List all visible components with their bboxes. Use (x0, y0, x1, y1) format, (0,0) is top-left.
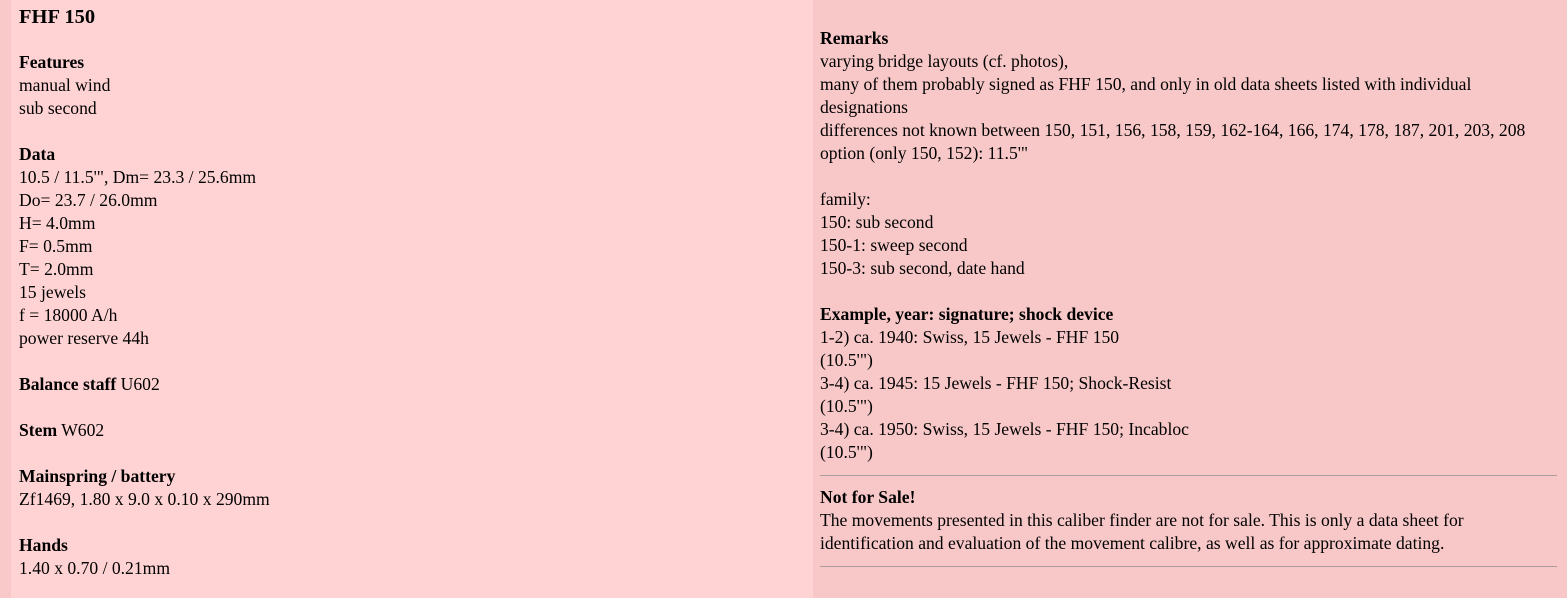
examples-section (820, 303, 1555, 464)
divider (820, 566, 1557, 567)
example-line: 3-4) ca. 1945: 15 Jewels - FHF 150; Shock-Resist (820, 373, 1172, 393)
example-line: 1-2) ca. 1940: Swiss, 15 Jewels - FHF 150 (820, 327, 1120, 347)
not-for-sale-text: The movements presented in this caliber finder are not for sale. This is only a data sheet for identification and evaluation of the movement calibre, as well as for approximate dating. (820, 510, 1464, 553)
remarks-label: Remarks (820, 28, 889, 48)
features-line: manual wind (19, 75, 111, 95)
remarks-line: many of them probably signed as FHF 150, and only in old data sheets listed with individual designations (820, 74, 1472, 117)
family-line: 150-3: sub second, date hand (820, 258, 1025, 278)
data-line: F= 0.5mm (19, 236, 93, 256)
data-line: f = 18000 A/h (19, 305, 118, 325)
example-line: 3-4) ca. 1950: Swiss, 15 Jewels - FHF 150; Incabloc (820, 419, 1189, 439)
features-section (19, 51, 813, 120)
example-line: (10.5'") (820, 442, 873, 462)
hands-section (19, 534, 813, 580)
examples-label: Example, year: signature; shock device (820, 304, 1114, 324)
mainspring-value: Zf1469, 1.80 x 9.0 x 0.10 x 290mm (19, 489, 270, 509)
remarks-section (820, 27, 1555, 165)
mainspring-section (19, 465, 813, 511)
features-label: Features (19, 52, 85, 72)
data-line: T= 2.0mm (19, 259, 94, 279)
data-line: H= 4.0mm (19, 213, 96, 233)
family-line: 150: sub second (820, 212, 934, 232)
balance-staff-label: Balance staff (19, 374, 117, 394)
data-line: power reserve 44h (19, 328, 149, 348)
right-column (813, 0, 1567, 598)
family-label: family: (820, 189, 871, 209)
stem-section (19, 419, 813, 442)
hands-value: 1.40 x 0.70 / 0.21mm (19, 558, 171, 578)
family-line: 150-1: sweep second (820, 235, 968, 255)
data-line: 15 jewels (19, 282, 86, 302)
data-section (19, 143, 813, 350)
remarks-line: differences not known between 150, 151, 156, 158, 159, 162-164, 166, 174, 178, 187, 201, 203, 208 (820, 120, 1526, 140)
stem-value: W602 (61, 420, 105, 440)
divider (820, 475, 1557, 476)
data-line: Do= 23.7 / 26.0mm (19, 190, 158, 210)
page-left-edge (0, 0, 11, 598)
notice-section (820, 486, 1555, 555)
data-line: 10.5 / 11.5'", Dm= 23.3 / 25.6mm (19, 167, 257, 187)
balance-staff-value: U602 (120, 374, 160, 394)
remarks-line: varying bridge layouts (cf. photos), (820, 51, 1069, 71)
balance-staff-section (19, 373, 813, 396)
data-label: Data (19, 144, 56, 164)
left-column (11, 0, 813, 598)
remarks-line: option (only 150, 152): 11.5'" (820, 143, 1029, 163)
example-line: (10.5'") (820, 396, 873, 416)
hands-label: Hands (19, 535, 68, 555)
family-section (820, 188, 1555, 280)
features-line: sub second (19, 98, 97, 118)
stem-label: Stem (19, 420, 58, 440)
page-title: FHF 150 (19, 6, 96, 28)
mainspring-label: Mainspring / battery (19, 466, 176, 486)
example-line: (10.5'") (820, 350, 873, 370)
not-for-sale-label: Not for Sale! (820, 487, 916, 507)
